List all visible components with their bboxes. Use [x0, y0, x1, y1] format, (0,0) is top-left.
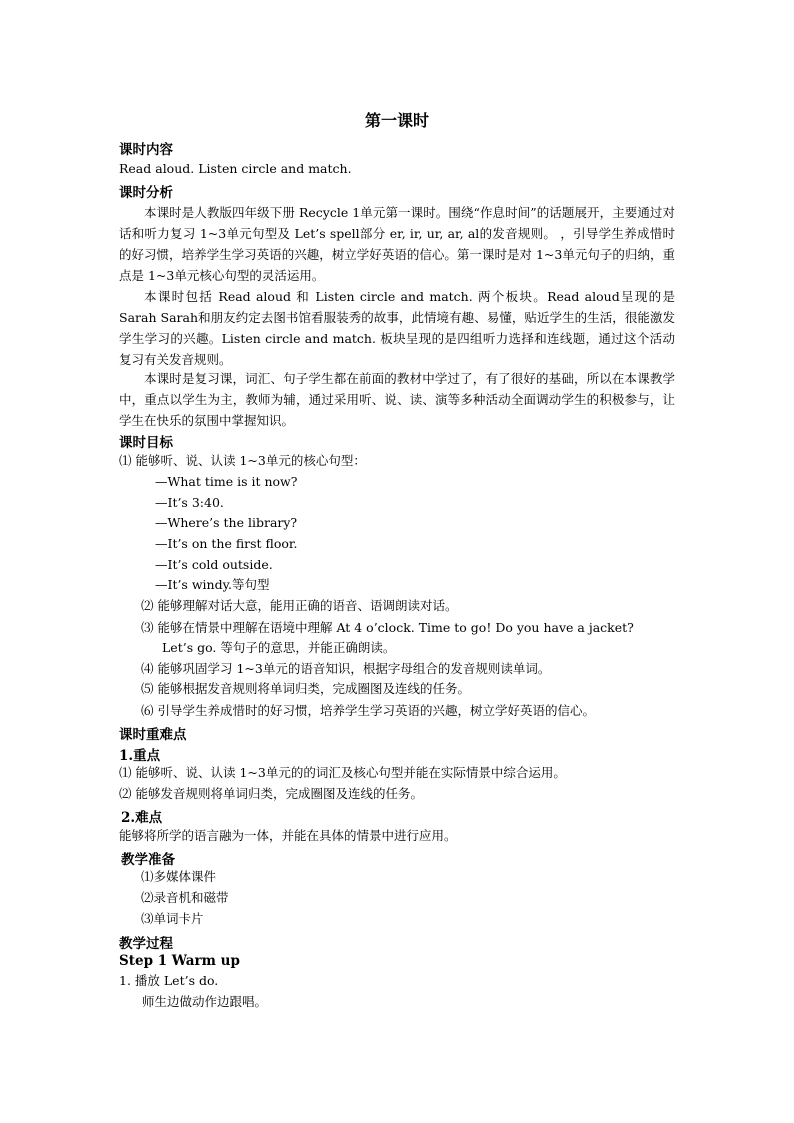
goal-4: ⑷ 能够巩固学习 1~3单元的语音知识，根据字母组合的发音规则读单词。 [141, 661, 551, 676]
difficulty-1: 能够将所学的语言融为一体，并能在具体的情景中进行应用。 [119, 828, 457, 843]
step-1-description: 师生边做动作边跟唱。 [142, 994, 268, 1009]
content-heading: 课时内容 [119, 142, 173, 158]
analysis-paragraph-2: 本课时包括 Read aloud 和 Listen circle and match. 两个板块。Read aloud呈现的是 Sarah Sarah和朋友约定去图书馆看服装秀的故事，此情境有趣、易懂，贴近学生的生活，很能激发学生学习的兴趣。Listen circle and match. 板块呈现的是四组听力选择和连线题，通过这个活动复习有关发音规则。 [119, 289, 675, 367]
goal-6: ⑹ 引导学生养成惜时的好习惯，培养学生学习英语的兴趣，树立学好英语的信心。 [141, 703, 595, 718]
step-1-heading: Step 1 Warm up [119, 953, 240, 969]
preparation-heading: 教学准备 [121, 852, 175, 868]
content-text: Read aloud. Listen circle and match. [119, 161, 352, 176]
goal-1-line: —It’s cold outside. [155, 557, 273, 572]
goal-5: ⑸ 能够根据发音规则将单词归类，完成圈图及连线的任务。 [141, 681, 470, 696]
difficulty-subheading: 2.难点 [121, 810, 163, 826]
goal-1: ⑴ 能够听、说、认读 1~3单元的核心句型： [119, 453, 366, 468]
page-title: 第一课时 [364, 111, 429, 130]
analysis-heading: 课时分析 [119, 185, 173, 201]
goal-1-line: —It’s windy.等句型 [155, 577, 270, 592]
goal-3b: Let’s go. 等句子的意思，并能正确朗读。 [162, 640, 396, 655]
key-point-1: ⑴ 能够听、说、认读 1~3单元的的词汇及核心句型并能在实际情景中综合运用。 [119, 765, 566, 780]
goals-heading: 课时目标 [119, 435, 173, 451]
key-point-2: ⑵ 能够发音规则将单词归类，完成圈图及连线的任务。 [119, 786, 423, 801]
goal-2: ⑵ 能够理解对话大意，能用正确的语音、语调朗读对话。 [141, 598, 458, 613]
analysis-paragraph-3: 本课时是复习课，词汇、句子学生都在前面的教材中学过了，有了很好的基础，所以在本课教学中，重点以学生为主，教师为辅，通过采用听、说、读、演等多种活动全面调动学生的积极参与，让学生在快乐的氛围中掌握知识。 [119, 371, 675, 428]
preparation-item: ⑴多媒体课件 [141, 869, 217, 884]
goal-1-line: —What time is it now? [155, 474, 298, 489]
preparation-item: ⑵录音机和磁带 [141, 890, 229, 905]
preparation-item: ⑶单词卡片 [141, 911, 204, 926]
step-1-item: 1. 播放 Let’s do. [119, 973, 219, 988]
process-heading: 教学过程 [119, 936, 173, 952]
key-points-heading: 课时重难点 [119, 727, 187, 743]
analysis-paragraph-1: 本课时是人教版四年级下册 Recycle 1单元第一课时。围绕“作息时间”的话题展开，主要通过对话和听力复习 1~3单元句型及 Let’s spell部分 er, ir, ur, ar, al的发音规则。 ，引导学生养成惜时的好习惯，培养学生学习英语的兴趣，树立学好英语的信心。第一课时是对 1~3单元句子的归纳，重点是 1~3单元核心句型的灵活运用。 [119, 205, 675, 283]
goal-1-line: —It’s 3:40. [155, 495, 224, 510]
goal-3a: ⑶ 能够在情景中理解在语境中理解 At 4 o’clock. Time to go! Do you have a jacket? [141, 620, 634, 635]
goal-1-line: —Where’s the library? [155, 515, 298, 530]
goal-1-line: —It’s on the first floor. [155, 536, 298, 551]
key-points-subheading: 1.重点 [119, 748, 161, 764]
